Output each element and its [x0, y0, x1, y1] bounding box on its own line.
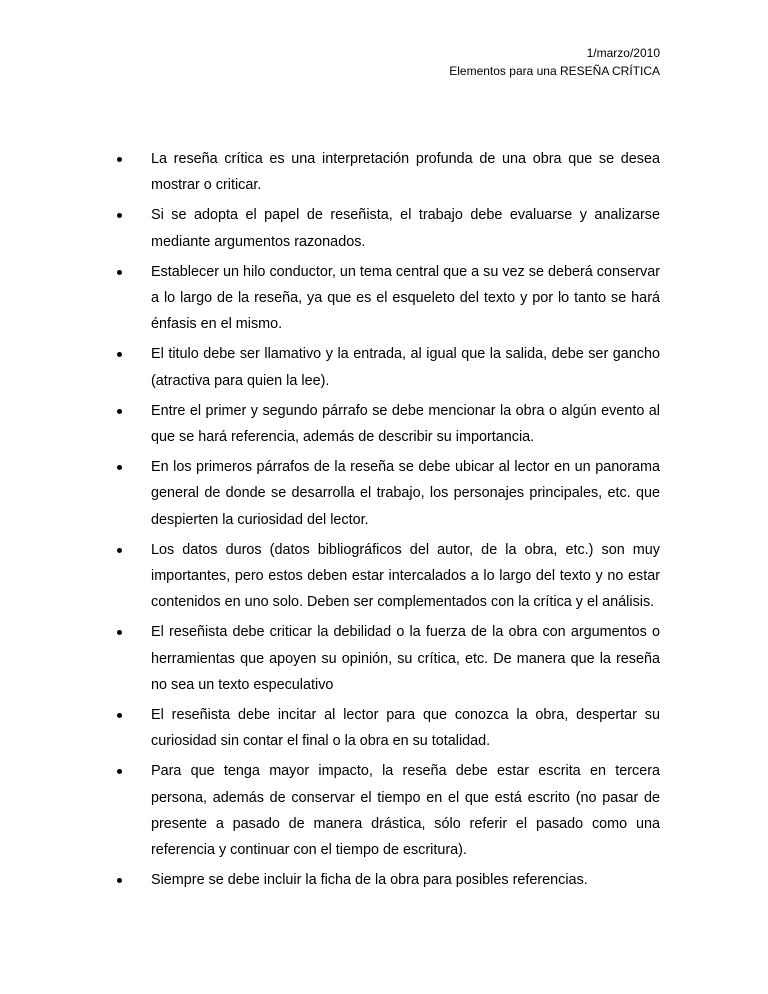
bullet-icon: [117, 270, 122, 275]
bullet-icon: [117, 465, 122, 470]
bullet-text: Si se adopta el papel de reseñista, el trabajo debe evaluarse y analizarse mediante argumentos razonados.: [151, 207, 660, 250]
header-title: Elementos para una RESEÑA CRÍTICA: [449, 64, 660, 78]
bullet-icon: [117, 878, 122, 883]
bullet-item: [151, 341, 660, 397]
bullet-text: En los primeros párrafos de la reseña se debe ubicar al lector en un panorama general de donde se desarrolla el trabajo, los personajes principales, etc. que despierten la curiosidad del lector.: [151, 459, 660, 528]
bullet-icon: [117, 213, 122, 218]
bullet-text: Siempre se debe incluir la ficha de la obra para posibles referencias.: [151, 872, 588, 889]
bullet-text: Entre el primer y segundo párrafo se debe mencionar la obra o algún evento al que se hará referencia, además de describir su importancia.: [151, 402, 660, 446]
bullet-text: Establecer un hilo conductor, un tema central que a su vez se deberá conservar a lo largo de la reseña, ya que es el esqueleto del texto y por lo tanto se hará énfasis en el mismo.: [151, 263, 660, 333]
bullet-item: [151, 398, 660, 454]
bullet-icon: [117, 713, 122, 718]
bullet-icon: [117, 409, 122, 414]
bullet-text: Los datos duros (datos bibliográficos del autor, de la obra, etc.) son muy importantes, pero estos deben estar intercalados a lo largo del texto y no estar contenidos en uno solo. Deben ser complementados con la crítica y el análisis.: [151, 541, 660, 611]
bullet-item: [151, 146, 660, 202]
bullet-item: [151, 454, 660, 537]
bullet-item: [151, 702, 660, 758]
bullet-text: Para que tenga mayor impacto, la reseña debe estar escrita en tercera persona, además de conservar el tiempo en el que está escrito (no pasar de presente a pasado de manera drástica, sólo referir el pasado como una referencia y continuar con el tiempo de escritura).: [151, 763, 660, 859]
bullet-item: [151, 619, 660, 702]
bullet-item: [151, 537, 660, 620]
bullet-icon: [117, 548, 122, 553]
bullet-item: [151, 259, 660, 342]
bullet-icon: [117, 157, 122, 162]
bullet-item: [151, 202, 660, 258]
bullet-text: La reseña crítica es una interpretación profunda de una obra que se desea mostrar o criticar.: [151, 151, 660, 194]
header-date: 1/marzo/2010: [586, 46, 660, 60]
bullet-text: El reseñista debe criticar la debilidad o la fuerza de la obra con argumentos o herramientas que apoyen su opinión, su crítica, etc. De manera que la reseña no sea un texto especulativo: [151, 624, 660, 693]
bullet-icon: [117, 352, 122, 357]
bullet-icon: [117, 630, 122, 635]
bullet-item: [151, 758, 660, 867]
bullet-item: [151, 867, 660, 897]
bullet-icon: [117, 769, 122, 774]
bullet-text: El titulo debe ser llamativo y la entrada, al igual que la salida, debe ser gancho (atractiva para quien la lee).: [151, 346, 660, 389]
bullet-list: [0, 146, 768, 897]
bullet-text: El reseñista debe incitar al lector para que conozca la obra, despertar su curiosidad sin contar el final o la obra en su totalidad.: [151, 707, 660, 750]
page-header: [449, 44, 660, 80]
